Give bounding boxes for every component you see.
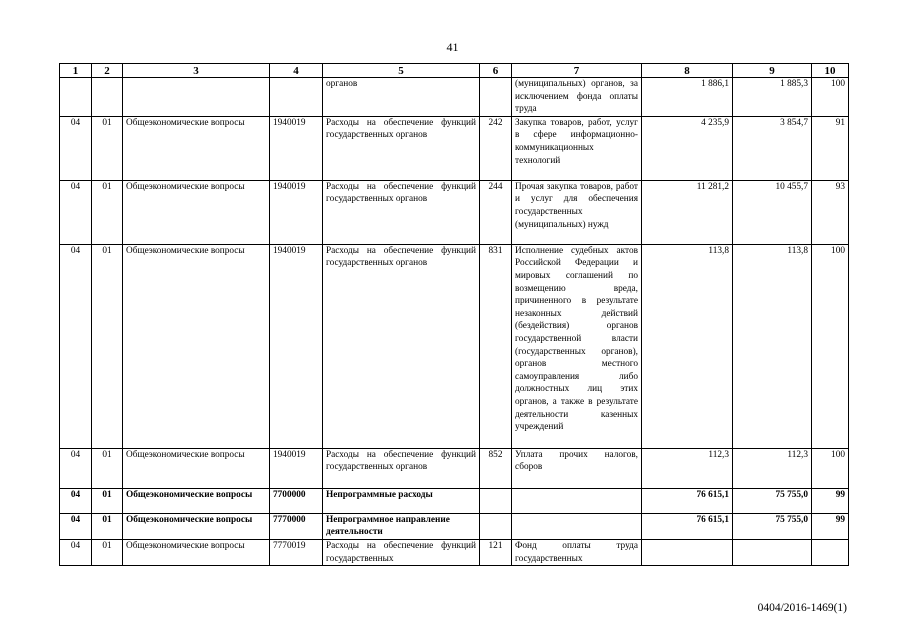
subsection-code-cell: 01 bbox=[92, 244, 123, 448]
expense-type-name-cell: Фонд оплаты труда государственных bbox=[512, 539, 642, 565]
column-header: 2 bbox=[92, 64, 123, 78]
planned-amount-cell: 76 615,1 bbox=[642, 488, 733, 513]
column-header: 7 bbox=[512, 64, 642, 78]
executed-amount-cell: 75 755,0 bbox=[733, 513, 812, 539]
executed-amount-cell: 3 854,7 bbox=[733, 116, 812, 180]
target-article-name-cell: Расходы на обеспечение функций государственных органов bbox=[323, 244, 480, 448]
column-header: 10 bbox=[812, 64, 849, 78]
budget-table bbox=[59, 63, 849, 566]
planned-amount-cell: 113,8 bbox=[642, 244, 733, 448]
expense-type-cell bbox=[480, 78, 512, 117]
section-code-cell: 04 bbox=[60, 244, 92, 448]
planned-amount-cell: 112,3 bbox=[642, 448, 733, 488]
executed-amount-cell: 10 455,7 bbox=[733, 180, 812, 244]
percent-cell: 91 bbox=[812, 116, 849, 180]
planned-amount-cell bbox=[642, 539, 733, 565]
table-row bbox=[60, 244, 849, 448]
percent-cell: 93 bbox=[812, 180, 849, 244]
subsection-code-cell: 01 bbox=[92, 116, 123, 180]
target-article-cell: 7770019 bbox=[270, 539, 323, 565]
expense-type-name-cell: Исполнение судебных актов Российской Федерации и мировых соглашений по возмещению вреда, причиненного в результате незаконных действий (бездействия) органов государственной власти (государственных органов), органов местного самоуправления либо должностных лиц этих органов, а также в результате деятельности казенных учреждений bbox=[512, 244, 642, 448]
target-article-cell: 7700000 bbox=[270, 488, 323, 513]
expense-type-name-cell bbox=[512, 513, 642, 539]
planned-amount-cell: 4 235,9 bbox=[642, 116, 733, 180]
executed-amount-cell bbox=[733, 539, 812, 565]
column-header: 3 bbox=[123, 64, 270, 78]
section-name-cell: Общеэкономические вопросы bbox=[123, 539, 270, 565]
planned-amount-cell: 76 615,1 bbox=[642, 513, 733, 539]
target-article-name-cell: органов bbox=[323, 78, 480, 117]
target-article-name-cell: Непрограммные расходы bbox=[323, 488, 480, 513]
page-number: 41 bbox=[446, 40, 459, 54]
table-row bbox=[60, 78, 849, 117]
executed-amount-cell: 112,3 bbox=[733, 448, 812, 488]
planned-amount-cell: 11 281,2 bbox=[642, 180, 733, 244]
subsection-code-cell bbox=[92, 78, 123, 117]
column-header: 8 bbox=[642, 64, 733, 78]
target-article-cell: 1940019 bbox=[270, 180, 323, 244]
subsection-code-cell: 01 bbox=[92, 180, 123, 244]
expense-type-name-cell bbox=[512, 488, 642, 513]
header-row bbox=[60, 64, 849, 78]
section-name-cell: Общеэкономические вопросы bbox=[123, 488, 270, 513]
executed-amount-cell: 1 885,3 bbox=[733, 78, 812, 117]
table-row bbox=[60, 180, 849, 244]
expense-type-cell bbox=[480, 488, 512, 513]
section-code-cell: 04 bbox=[60, 180, 92, 244]
target-article-cell bbox=[270, 78, 323, 117]
section-code-cell: 04 bbox=[60, 539, 92, 565]
section-code-cell bbox=[60, 78, 92, 117]
section-name-cell: Общеэкономические вопросы bbox=[123, 116, 270, 180]
target-article-cell: 1940019 bbox=[270, 244, 323, 448]
section-code-cell: 04 bbox=[60, 513, 92, 539]
section-name-cell bbox=[123, 78, 270, 117]
expense-type-cell bbox=[480, 513, 512, 539]
expense-type-name-cell: Прочая закупка товаров, работ и услуг для обеспечения государственных (муниципальных) нужд bbox=[512, 180, 642, 244]
percent-cell: 100 bbox=[812, 78, 849, 117]
table-row bbox=[60, 116, 849, 180]
section-name-cell: Общеэкономические вопросы bbox=[123, 244, 270, 448]
target-article-name-cell: Расходы на обеспечение функций государственных bbox=[323, 539, 480, 565]
subsection-code-cell: 01 bbox=[92, 539, 123, 565]
expense-type-cell: 831 bbox=[480, 244, 512, 448]
expense-type-cell: 852 bbox=[480, 448, 512, 488]
percent-cell: 99 bbox=[812, 488, 849, 513]
section-name-cell: Общеэкономические вопросы bbox=[123, 180, 270, 244]
target-article-name-cell: Расходы на обеспечение функций государственных органов bbox=[323, 448, 480, 488]
column-header: 4 bbox=[270, 64, 323, 78]
executed-amount-cell: 113,8 bbox=[733, 244, 812, 448]
column-header: 9 bbox=[733, 64, 812, 78]
section-code-cell: 04 bbox=[60, 448, 92, 488]
expense-type-name-cell: Уплата прочих налогов, сборов bbox=[512, 448, 642, 488]
section-code-cell: 04 bbox=[60, 116, 92, 180]
table-row bbox=[60, 539, 849, 565]
section-name-cell: Общеэкономические вопросы bbox=[123, 513, 270, 539]
percent-cell: 99 bbox=[812, 513, 849, 539]
section-code-cell: 04 bbox=[60, 488, 92, 513]
expense-type-name-cell: (муниципальных) органов, за исключением фонда оплаты труда bbox=[512, 78, 642, 117]
column-header: 5 bbox=[323, 64, 480, 78]
expense-type-cell: 242 bbox=[480, 116, 512, 180]
expense-type-cell: 121 bbox=[480, 539, 512, 565]
table-row-total bbox=[60, 513, 849, 539]
expense-type-name-cell: Закупка товаров, работ, услуг в сфере информационно-коммуникационных технологий bbox=[512, 116, 642, 180]
document-code: 0404/2016-1469(1) bbox=[757, 602, 847, 614]
percent-cell: 100 bbox=[812, 448, 849, 488]
table-row bbox=[60, 448, 849, 488]
expense-type-cell: 244 bbox=[480, 180, 512, 244]
planned-amount-cell: 1 886,1 bbox=[642, 78, 733, 117]
target-article-cell: 7770000 bbox=[270, 513, 323, 539]
percent-cell bbox=[812, 539, 849, 565]
column-header: 1 bbox=[60, 64, 92, 78]
target-article-name-cell: Расходы на обеспечение функций государственных органов bbox=[323, 180, 480, 244]
target-article-cell: 1940019 bbox=[270, 448, 323, 488]
column-header: 6 bbox=[480, 64, 512, 78]
percent-cell: 100 bbox=[812, 244, 849, 448]
target-article-name-cell: Непрограммное направление деятельности bbox=[323, 513, 480, 539]
section-name-cell: Общеэкономические вопросы bbox=[123, 448, 270, 488]
target-article-name-cell: Расходы на обеспечение функций государственных органов bbox=[323, 116, 480, 180]
subsection-code-cell: 01 bbox=[92, 513, 123, 539]
executed-amount-cell: 75 755,0 bbox=[733, 488, 812, 513]
subsection-code-cell: 01 bbox=[92, 448, 123, 488]
subsection-code-cell: 01 bbox=[92, 488, 123, 513]
table-row-total bbox=[60, 488, 849, 513]
target-article-cell: 1940019 bbox=[270, 116, 323, 180]
